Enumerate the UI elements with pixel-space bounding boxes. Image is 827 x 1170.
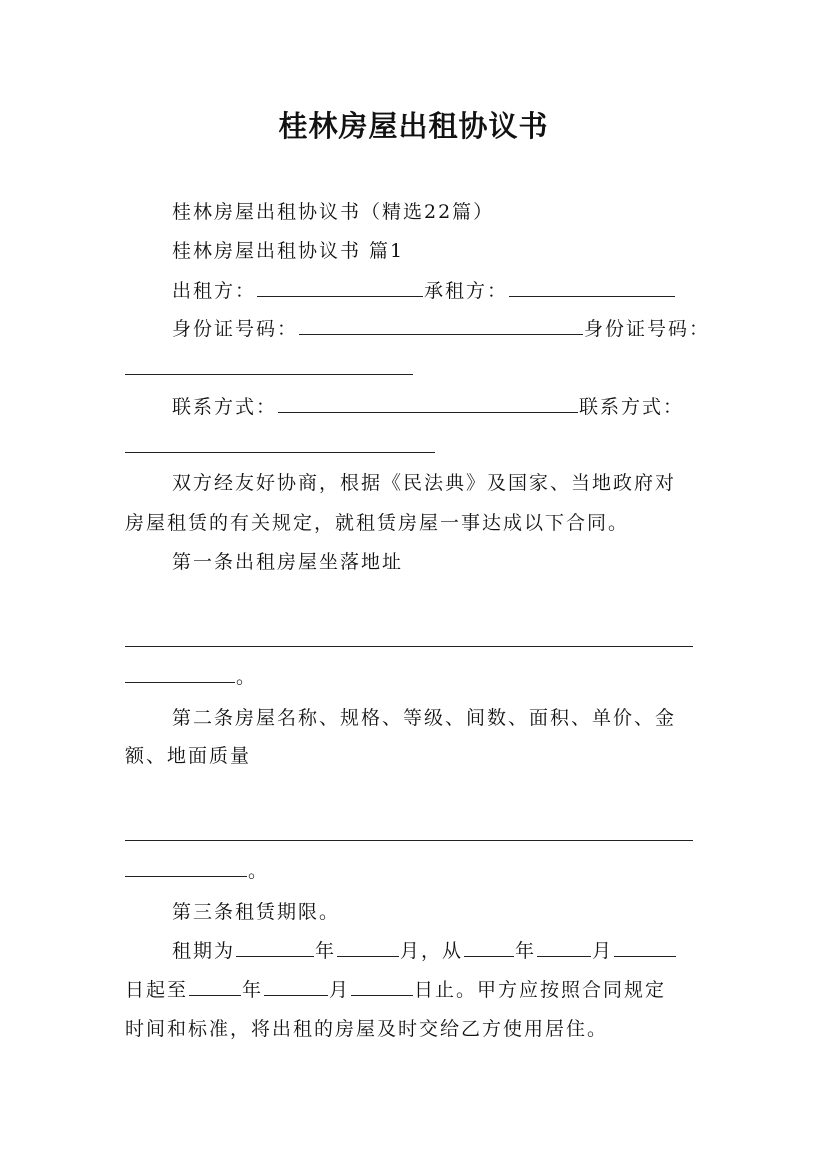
- term-prefix: 租期为: [172, 940, 236, 962]
- id-blank-lessor: [299, 316, 583, 335]
- id-line: [172, 316, 710, 342]
- address-blank-end: [125, 664, 257, 690]
- lessor-blank: [257, 278, 423, 297]
- section-heading: 桂林房屋出租协议书 篇1: [172, 240, 405, 262]
- intro-line-1: 双方经友好协商，根据《民法典》及国家、当地政府对: [172, 472, 677, 494]
- address-blank-line: [125, 646, 693, 647]
- article-2-line-1: 第二条房屋名称、规格、等级、间数、面积、单价、金: [172, 707, 677, 729]
- term-line-3: 时间和标准，将出租的房屋及时交给乙方使用居住。: [125, 1018, 609, 1040]
- house-info-blank-short: [125, 858, 247, 877]
- lessor-label: 出租方：: [172, 280, 257, 302]
- address-blank-short: [125, 664, 235, 683]
- term-years-blank: [236, 938, 314, 957]
- article-3-heading: 第三条租赁期限。: [172, 901, 341, 923]
- term-line-1: [172, 938, 677, 964]
- start-year-blank: [464, 938, 514, 957]
- period-mark: 。: [236, 666, 258, 688]
- start-month-blank: [537, 938, 591, 957]
- contact-line: [172, 394, 684, 420]
- contact-label-lessor: 联系方式：: [172, 396, 278, 418]
- contact-blank-lessor: [278, 394, 578, 413]
- year-label: 年: [515, 940, 537, 962]
- start-day-blank: [614, 938, 676, 957]
- year-label: 年: [315, 940, 337, 962]
- term-line-2: [125, 977, 666, 1003]
- month-from-label: 月，从: [400, 940, 464, 962]
- end-month-blank: [264, 977, 328, 996]
- party-line: [172, 278, 676, 304]
- document-title: 桂林房屋出租协议书: [278, 109, 549, 143]
- term-months-blank: [337, 938, 399, 957]
- id-label-lessee: 身份证号码：: [584, 318, 711, 340]
- end-day-blank: [351, 977, 413, 996]
- day-from-label: 日起至: [125, 979, 189, 1001]
- house-info-blank-end: [125, 858, 269, 884]
- house-info-blank-line: [125, 840, 693, 841]
- month-label: 月: [592, 940, 614, 962]
- day-to-label: 日止。甲方应按照合同规定: [414, 979, 667, 1001]
- id-blank-lessee: [125, 374, 413, 375]
- contact-blank-lessee: [125, 452, 435, 453]
- article-1-heading: 第一条出租房屋坐落地址: [172, 551, 404, 573]
- article-2-line-2: 额、地面质量: [125, 745, 252, 767]
- subtitle: 桂林房屋出租协议书（精选22篇）: [172, 201, 495, 223]
- intro-line-2: 房屋租赁的有关规定，就租赁房屋一事达成以下合同。: [125, 512, 630, 534]
- lessee-blank: [509, 278, 675, 297]
- end-year-blank: [189, 977, 241, 996]
- month-label: 月: [329, 979, 351, 1001]
- period-mark: 。: [248, 860, 270, 882]
- id-label-lessor: 身份证号码：: [172, 318, 299, 340]
- contact-label-lessee: 联系方式：: [579, 396, 685, 418]
- year-label: 年: [242, 979, 264, 1001]
- lessee-label: 承租方：: [424, 280, 509, 302]
